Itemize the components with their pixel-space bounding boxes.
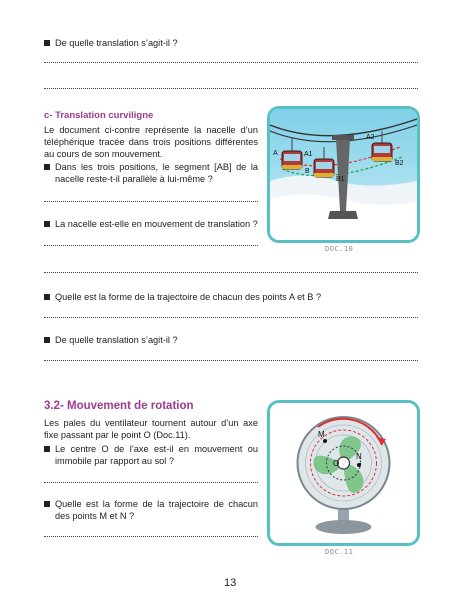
label-a1: A1 <box>304 151 313 158</box>
question-top <box>44 37 344 49</box>
question-text: De quelle translation s’agit-il ? <box>55 38 178 48</box>
answer-line <box>44 201 258 202</box>
question-32-1 <box>44 443 258 467</box>
answer-line <box>44 482 258 483</box>
question-text: Dans les trois positions, le segment [AB] de la nacelle reste-t-il parallèle à lui-même ? <box>55 162 258 184</box>
answer-line <box>44 317 418 318</box>
cable-car-illustration <box>270 109 417 240</box>
answer-line <box>44 62 418 63</box>
bullet-square-icon <box>44 501 50 507</box>
label-n: N <box>356 452 362 461</box>
caption-doc10: DOC.10 <box>325 245 354 253</box>
label-m: M <box>318 430 325 439</box>
caption-doc11: DOC.11 <box>325 548 354 556</box>
section-c-intro: Le document ci-contre représente la nacelle d’un téléphérique tracée dans trois positions différentes au cours de son mouvement. <box>44 125 258 159</box>
answer-line <box>44 272 418 273</box>
answer-line <box>44 245 258 246</box>
bullet-square-icon <box>44 40 50 46</box>
bullet-square-icon <box>44 164 50 170</box>
label-b2: B2 <box>395 160 404 167</box>
question-c2 <box>44 218 258 230</box>
question-text: Quelle est la forme de la trajectoire de chacun des points M et N ? <box>55 499 258 521</box>
question-text: Le centre O de l’axe est-il en mouvement ou immobile par rapport au sol ? <box>55 444 258 466</box>
section-title-3-2: 3.2- Mouvement de rotation <box>44 400 194 412</box>
answer-line <box>44 88 418 89</box>
figure-fan <box>267 400 420 546</box>
label-a2: A2 <box>366 134 375 141</box>
figure-cable-car <box>267 106 420 243</box>
label-b1: B1 <box>336 176 345 183</box>
question-32-2 <box>44 498 258 522</box>
label-o: O <box>333 459 340 468</box>
question-text: De quelle translation s’agit-il ? <box>55 335 178 345</box>
section-title-c: c- Translation curviligne <box>44 110 154 121</box>
question-c4 <box>44 334 344 346</box>
question-text: La nacelle est-elle en mouvement de translation ? <box>55 219 258 229</box>
question-c3 <box>44 291 424 303</box>
question-text: Quelle est la forme de la trajectoire de chacun des points A et B ? <box>55 292 322 302</box>
bullet-square-icon <box>44 337 50 343</box>
answer-line <box>44 360 418 361</box>
label-a: A <box>273 150 278 157</box>
answer-line <box>44 536 258 537</box>
bullet-square-icon <box>44 446 50 452</box>
page-number: 13 <box>224 577 237 589</box>
bullet-square-icon <box>44 221 50 227</box>
section-3-2-intro: Les pales du ventilateur tournent autour d’un axe fixe passant par le point O (Doc.11). <box>44 418 258 440</box>
label-b: B <box>305 168 310 175</box>
question-c1 <box>44 161 258 185</box>
bullet-square-icon <box>44 294 50 300</box>
fan-illustration <box>270 403 417 543</box>
